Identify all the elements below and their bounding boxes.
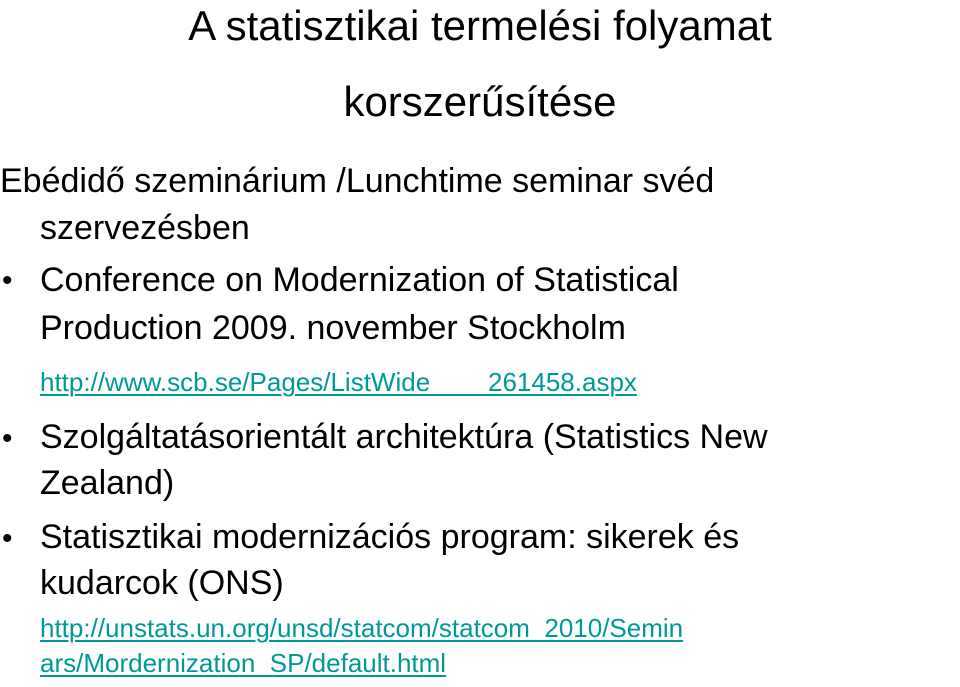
- bullet-3-line-1: Statisztikai modernizációs program: sikerek és: [40, 518, 740, 556]
- bullet-3-line-2: kudarcok (ONS): [40, 564, 284, 602]
- bullet-3-marker: •: [2, 522, 13, 555]
- bullet-3-link-line-2[interactable]: ars/Mordernization_SP/default.html: [40, 648, 447, 678]
- bullet-2-line-2: Zealand): [40, 464, 175, 502]
- bullet-1-marker: •: [2, 264, 13, 297]
- bullet-1-link[interactable]: http://www.scb.se/Pages/ListWide____261458.aspx: [40, 367, 637, 397]
- bullet-2-marker: •: [2, 422, 13, 455]
- intro-text-line-1: Ebédidő szeminárium /Lunchtime seminar svéd: [0, 162, 715, 200]
- slide-title-line-2: korszerűsítése: [343, 78, 617, 125]
- bullet-2-line-1: Szolgáltatásorientált architektúra (Statistics New: [40, 418, 768, 456]
- bullet-1-line-1: Conference on Modernization of Statistical: [40, 261, 679, 299]
- bullet-3-link-line-1[interactable]: http://unstats.un.org/unsd/statcom/statcom_2010/Semin: [40, 613, 684, 643]
- bullet-1-line-2: Production 2009. november Stockholm: [40, 309, 626, 347]
- intro-text-line-2: szervezésben: [40, 209, 250, 247]
- slide-title-line-1: A statisztikai termelési folyamat: [188, 2, 772, 49]
